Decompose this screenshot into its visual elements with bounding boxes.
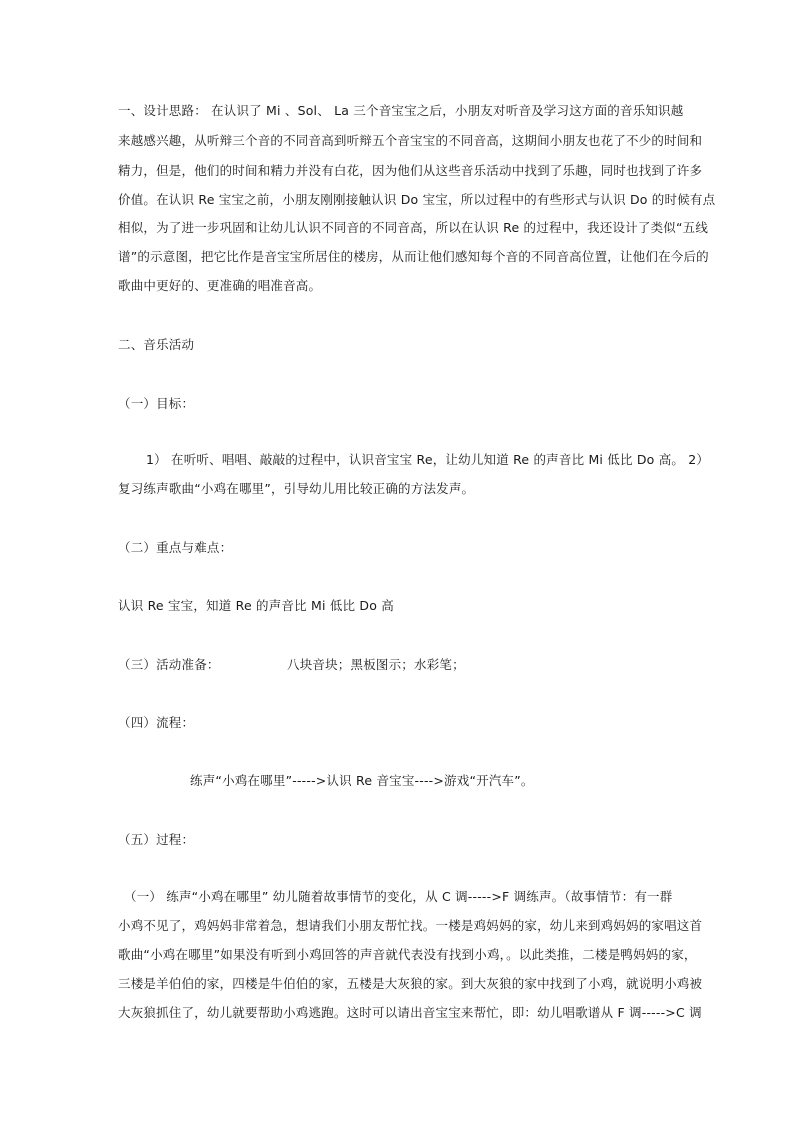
key-points-heading: （二）重点与难点： (118, 540, 233, 555)
design-ideas-line-6: 谱”的示意图，把它比作是音宝宝所居住的楼房，从而让他们感知每个音的不同音高位置，让他们在今后的 (118, 249, 709, 264)
process-heading: （五）过程： (118, 832, 195, 847)
process-line-2: 小鸡不见了，鸡妈妈非常着急，想请我们小朋友帮忙找。一楼是鸡妈妈的家，幼儿来到鸡妈妈的家唱这首 (118, 918, 703, 933)
design-ideas-line-3: 精力，但是，他们的时间和精力并没有白花，因为他们从这些音乐活动中找到了乐趣，同时也找到了许多 (118, 163, 703, 178)
design-ideas-line-7: 歌曲中更好的、更准确的唱准音高。 (118, 278, 322, 293)
goal-line-1: 1） 在听听、唱唱、敲敲的过程中，认识音宝宝 Re，让幼儿知道 Re 的声音比 Mi 低比 Do 高。 2） (146, 452, 710, 467)
flow-heading: （四）流程： (118, 715, 195, 730)
preparation-heading: （三）活动准备： (118, 657, 220, 672)
flow-text: 练声“小鸡在哪里”----->认识 Re 音宝宝---->游戏“开汽车”。 (190, 773, 534, 788)
process-line-5: 大灰狼抓住了，幼儿就要帮助小鸡逃跑。这时可以请出音宝宝来帮忙，即：幼儿唱歌谱从 F 调----->C 调 (118, 1005, 702, 1020)
design-ideas-line-4: 价值。在认识 Re 宝宝之前，小朋友刚刚接触认识 Do 宝宝，所以过程中的有些形式与认识 Do 的时候有点 (118, 192, 716, 207)
preparation-text: 八块音块；黑板图示；水彩笔； (287, 657, 465, 672)
process-line-1: （一） 练声“小鸡在哪里” 幼儿随着故事情节的变化，从 C 调----->F 调练声。（故事情节：有一群 (124, 889, 673, 904)
music-activity-heading: 二、音乐活动 (118, 337, 195, 352)
process-line-4: 三楼是羊伯伯的家，四楼是牛伯伯的家，五楼是大灰狼的家。到大灰狼的家中找到了小鸡，就说明小鸡被 (118, 976, 703, 991)
key-points-text: 认识 Re 宝宝，知道 Re 的声音比 Mi 低比 Do 高 (118, 598, 394, 613)
design-ideas-line-2: 来越感兴趣，从听辩三个音的不同音高到听辩五个音宝宝的不同音高，这期间小朋友也花了不少的时间和 (118, 133, 703, 148)
design-ideas-line-5: 相似，为了进一步巩固和让幼儿认识不同音的不同音高，所以在认识 Re 的过程中，我还设计了类似“五线 (118, 220, 709, 235)
process-line-3: 歌曲“小鸡在哪里”如果没有听到小鸡回答的声音就代表没有找到小鸡，。以此类推，二楼是鸭妈妈的家， (118, 947, 697, 962)
goal-heading: （一）目标： (118, 396, 195, 411)
goal-line-2: 复习练声歌曲“小鸡在哪里”，引导幼儿用比较正确的方法发声。 (118, 481, 475, 496)
design-ideas-line-1: 一、设计思路： 在认识了 Mi 、Sol、 La 三个音宝宝之后，小朋友对听音及学习这方面的音乐知识越 (118, 103, 684, 118)
